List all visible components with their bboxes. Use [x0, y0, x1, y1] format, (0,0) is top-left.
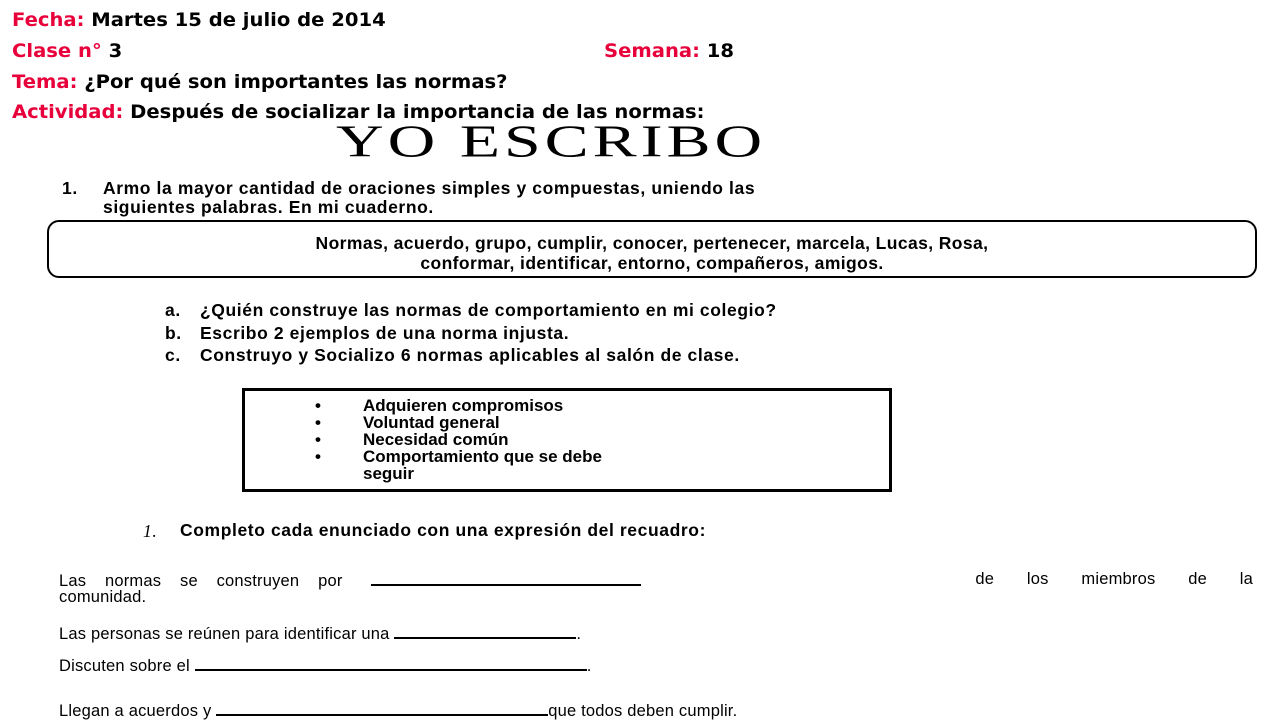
- tema-label: Tema:: [12, 71, 78, 93]
- fecha-value: Martes 15 de julio de 2014: [91, 9, 386, 31]
- sub-question-c: Construyo y Socializo 6 normas aplicables al salón de clase.: [200, 345, 740, 365]
- blank-1[interactable]: [371, 570, 641, 586]
- question-1-number: 1.: [62, 178, 78, 198]
- word-box-text: [49, 233, 1255, 273]
- expression-box: [242, 388, 892, 492]
- blank-3[interactable]: [195, 655, 587, 671]
- bullet-icon: •: [315, 430, 321, 449]
- question-2-number: 1.: [143, 521, 158, 541]
- expression-list: [315, 397, 602, 482]
- sentence-1-cont: comunidad.: [59, 588, 147, 606]
- word-box-line2: conformar, identificar, entorno, compañeros, amigos.: [420, 253, 884, 273]
- question-2-text: Completo cada enunciado con una expresión del recuadro:: [180, 520, 707, 540]
- bullet-icon: •: [315, 447, 321, 466]
- blank-4[interactable]: [216, 700, 548, 716]
- clase-line: [12, 40, 122, 62]
- fecha-label: Fecha:: [12, 9, 85, 31]
- semana-value: 18: [706, 40, 735, 62]
- sentence-4: Llegan a acuerdos y que todos deben cumplir.: [59, 702, 738, 720]
- word-box: [47, 220, 1257, 278]
- question-1-line2: siguientes palabras. En mi cuaderno.: [103, 197, 434, 217]
- sentence-3: Discuten sobre el .: [59, 657, 592, 675]
- clase-value: 3: [108, 40, 123, 62]
- page-title: YO ESCRIBO: [336, 115, 767, 167]
- list-item: • Adquieren compromisos: [315, 396, 564, 415]
- sub-question-c-letter: c.: [165, 345, 181, 365]
- sub-question-a-letter: a.: [165, 300, 181, 320]
- list-item: • Voluntad general: [315, 413, 500, 432]
- word-box-line1: Normas, acuerdo, grupo, cumplir, conocer, pertenecer, marcela, Lucas, Rosa,: [315, 233, 989, 253]
- question-1-line1: Armo la mayor cantidad de oraciones simples y compuestas, uniendo las: [103, 178, 756, 198]
- bullet-icon: •: [315, 396, 321, 415]
- tema-value: ¿Por qué son importantes las normas?: [84, 71, 508, 93]
- sub-question-b: Escribo 2 ejemplos de una norma injusta.: [200, 323, 570, 343]
- sub-question-a: ¿Quién construye las normas de comportamiento en mi colegio?: [200, 300, 777, 320]
- list-item-continuation: seguir: [363, 464, 415, 483]
- list-item: • Comportamiento que se debe: [315, 447, 602, 466]
- bullet-icon: •: [315, 413, 321, 432]
- sub-question-b-letter: b.: [165, 323, 182, 343]
- actividad-value: Después de socializar la importancia de las normas:: [130, 101, 705, 123]
- list-item: • Necesidad común: [315, 430, 509, 449]
- semana-label: Semana:: [604, 40, 700, 62]
- sentence-1: Las normas se construyen por de los miembros de la: [59, 570, 1253, 590]
- actividad-label: Actividad:: [12, 101, 124, 123]
- blank-2[interactable]: [394, 623, 576, 639]
- semana-line: [604, 40, 734, 62]
- clase-label: Clase n°: [12, 40, 102, 62]
- fecha-line: [12, 9, 386, 31]
- tema-line: [12, 71, 508, 93]
- sentence-2: Las personas se reúnen para identificar una .: [59, 625, 582, 643]
